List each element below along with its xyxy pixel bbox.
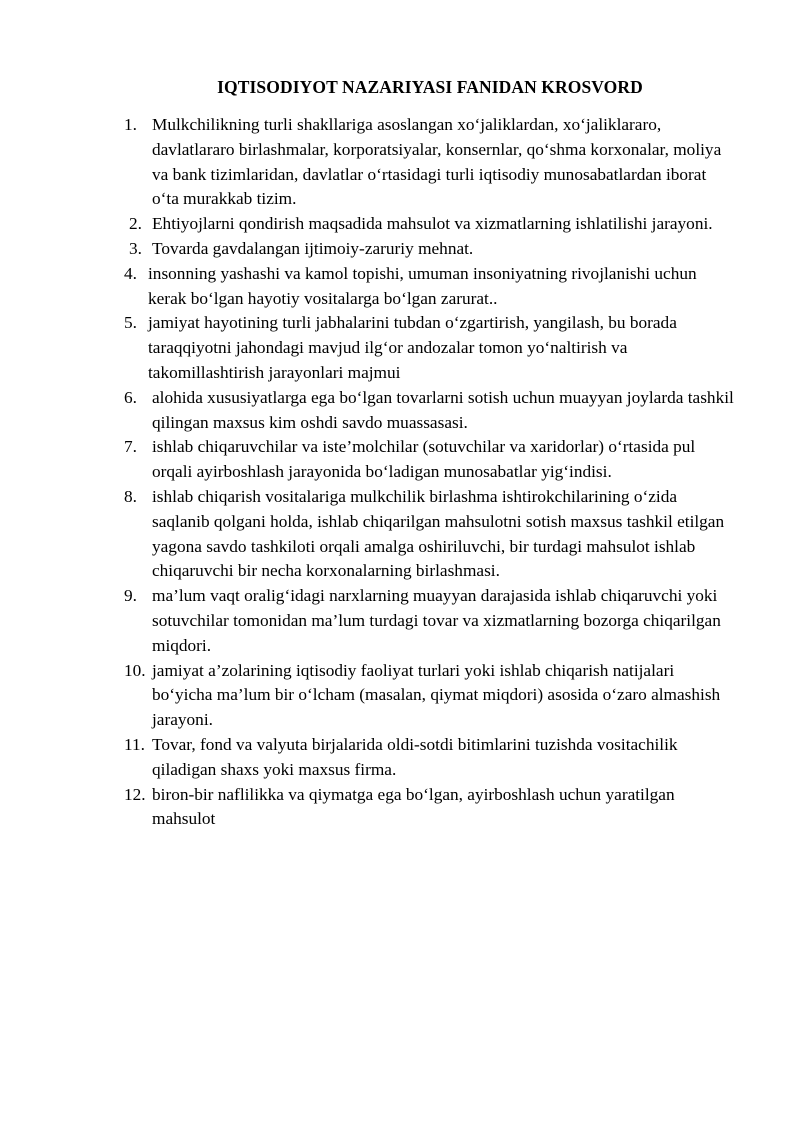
question-text: jamiyat hayotining turli jabhalarini tubdan o‘zgartirish, yangilash, bu borada taraqqiyotni jahondagi mavjud ilg‘or andozalar tomon yo‘naltirish va takomillashtirish jarayonlari majmui (148, 313, 677, 382)
question-item (0, 783, 800, 833)
question-item (0, 584, 800, 658)
question-number: 3. (129, 238, 142, 258)
question-number: 11. (124, 734, 145, 754)
question-number: 8. (124, 486, 137, 506)
question-item (0, 659, 800, 733)
question-text: ishlab chiqarish vositalariga mulkchilik birlashma ishtirokchilarining o‘zida saqlanib qolgani holda, ishlab chiqarilgan mahsulotni sotish maxsus tashkil etilgan yagona savdo tashkiloti orqali amalga oshiriluvchi, bir turdagi mahsulot ishlab chiqaruvchi bir necha korxonalarning birlashmasi. (152, 486, 725, 581)
question-number: 9. (124, 586, 137, 606)
question-number: 10. (124, 660, 146, 680)
question-text: alohida xususiyatlarga ega bo‘lgan tovarlarni sotish uchun muayyan joylarda tashkil qilingan maxsus kim oshdi savdo muassasasi. (152, 387, 734, 432)
question-text: Mulkchilikning turli shakllariga asoslangan xo‘jaliklardan, xo‘jaliklararo, davlatlararo birlashmalar, korporatsiyalar, konsernlar, qo‘shma korxonalar, moliya va bank tizimlaridan, davlatlar o‘rtasidagi turli iqtisodiy munosabatlardan iborat o‘ta murakkab tizim. (152, 115, 722, 209)
question-text: insonning yashashi va kamol topishi, umuman insoniyatning rivojlanishi uchun kerak bo‘lgan hayotiy vositalarga bo‘lgan zarurat.. (148, 263, 697, 308)
question-text: Ehtiyojlarni qondirish maqsadida mahsulot va xizmatlarning ishlatilishi jarayoni. (152, 214, 713, 234)
question-text: jamiyat a’zolarining iqtisodiy faoliyat turlari yoki ishlab chiqarish natijalari bo‘yicha ma’lum bir o‘lcham (masalan, qiymat miqdori) asosida o‘zaro almashish jarayoni. (152, 660, 721, 730)
question-number: 1. (124, 115, 137, 134)
question-item (0, 435, 800, 485)
question-item (0, 485, 800, 584)
question-text: biron-bir naflilikka va qiymatga ega bo‘lgan, ayirboshlash uchun yaratilgan mahsulot (152, 784, 675, 829)
question-number: 6. (124, 387, 137, 407)
question-item (0, 386, 800, 436)
question-number: 7. (124, 437, 137, 457)
question-item (0, 113, 800, 212)
question-text: ma’lum vaqt oralig‘idagi narxlarning muayyan darajasida ishlab chiqaruvchi yoki sotuvchilar tomonidan ma’lum turdagi tovar va xizmatlarning bozorga chiqarilgan miqdori. (152, 586, 721, 655)
crossword-question-list (0, 113, 800, 832)
document-title: IQTISODIYOT NAZARIYASI FANIDAN KROSVORD (217, 77, 643, 97)
question-text: Tovarda gavdalangan ijtimoiy-zaruriy mehnat. (152, 238, 474, 258)
question-item (0, 237, 800, 262)
question-number: 5. (124, 313, 137, 333)
question-item (0, 733, 800, 783)
question-number: 2. (129, 214, 142, 234)
question-item (0, 262, 800, 312)
question-number: 4. (124, 263, 137, 283)
question-item (0, 212, 800, 237)
question-item (0, 311, 800, 385)
question-text: Tovar, fond va valyuta birjalarida oldi-sotdi bitimlarini tuzishda vositachilik qiladigan shaxs yoki maxsus firma. (152, 734, 678, 779)
question-number: 12. (124, 784, 146, 804)
question-text: ishlab chiqaruvchilar va iste’molchilar (sotuvchilar va xaridorlar) o‘rtasida pul orqali ayirboshlash jarayonida bo‘ladigan munosabatlar yig‘indisi. (152, 437, 696, 482)
